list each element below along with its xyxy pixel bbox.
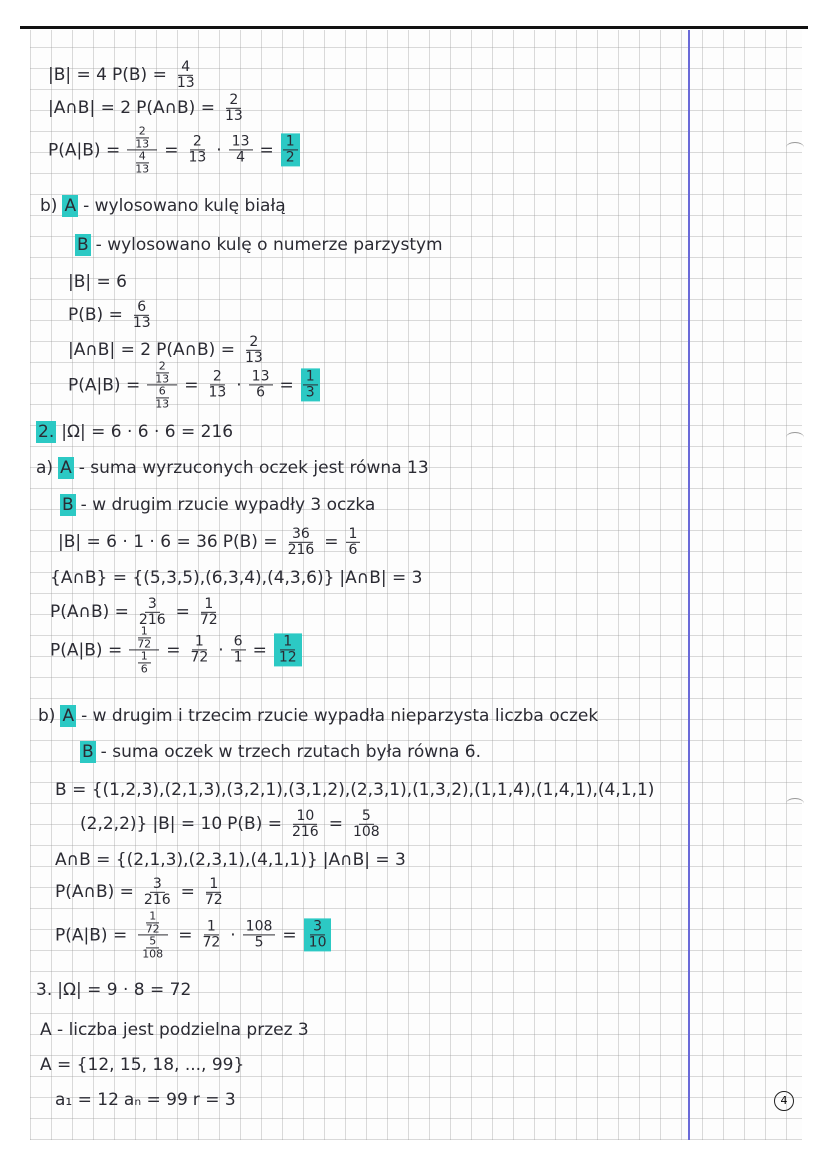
numerator	[129, 625, 159, 650]
punch-hole-mark	[786, 432, 804, 443]
denominator: 1	[233, 649, 243, 666]
denominator: 13	[155, 371, 170, 385]
text-segment: 3.	[36, 980, 53, 1000]
fraction	[222, 93, 246, 123]
denominator	[127, 151, 157, 175]
numerator: 108	[243, 920, 276, 936]
fraction	[185, 135, 209, 165]
fraction	[289, 809, 322, 839]
numerator: 2	[156, 360, 169, 373]
numerator: 4	[178, 60, 193, 76]
text-segment: |A∩B| = 3	[339, 568, 423, 588]
text-segment: A - liczba jest podzielna przez 3	[40, 1020, 309, 1040]
denominator: 10	[308, 934, 327, 951]
fraction	[231, 635, 246, 665]
denominator: 72	[145, 921, 160, 935]
text-segment: b)	[38, 706, 56, 726]
fraction	[138, 651, 151, 675]
text-segment: |Ω| = 9 · 8 = 72	[57, 980, 192, 1000]
text-segment: A∩B = {(2,1,3),(2,3,1),(4,1,1)}	[55, 850, 318, 870]
compound-fraction	[147, 360, 177, 409]
highlighted-label: 2.	[38, 422, 55, 442]
numerator: 2	[190, 135, 205, 151]
fraction	[199, 920, 223, 950]
text-segment: =	[164, 140, 179, 160]
numerator	[147, 360, 177, 385]
denominator	[147, 386, 177, 410]
numerator: 2	[136, 125, 149, 138]
numerator: 13	[229, 135, 253, 151]
text-segment: =	[252, 640, 267, 660]
denominator: 72	[202, 934, 221, 951]
numerator: 1	[280, 635, 295, 651]
text-segment: P(A∩B) =	[50, 602, 129, 622]
text-segment: P(B) =	[222, 532, 278, 552]
text-segment: P(A|B) =	[55, 925, 128, 945]
text-segment: - suma wyrzuconych oczek jest równa 13	[78, 458, 429, 478]
fraction	[136, 597, 169, 627]
denominator: 216	[138, 611, 166, 628]
denominator: 2	[285, 149, 295, 166]
text-segment: P(B) =	[227, 814, 282, 834]
denominator: 13	[155, 397, 170, 411]
note-line	[40, 1055, 244, 1075]
text-segment: ·	[230, 925, 236, 945]
note-line	[38, 705, 598, 727]
text-segment: =	[282, 925, 297, 945]
text-segment: =	[180, 882, 195, 902]
numerator: 3	[310, 920, 325, 936]
note-line	[40, 195, 286, 217]
punch-hole-mark	[786, 798, 804, 809]
fraction	[187, 635, 211, 665]
denominator: 5	[254, 934, 264, 951]
denominator: 13	[132, 314, 151, 331]
numerator: 6	[134, 300, 149, 316]
note-line	[36, 980, 191, 1000]
highlighted-label: B	[82, 742, 94, 762]
numerator: 5	[146, 936, 159, 949]
punch-hole-mark	[786, 142, 804, 153]
note-line	[48, 125, 302, 174]
numerator: 1	[138, 651, 151, 664]
denominator: 13	[244, 349, 263, 366]
margin-line	[688, 30, 690, 1140]
numerator: 1	[138, 625, 151, 638]
note-line	[55, 1090, 236, 1110]
text-segment: (2,2,2)}	[80, 814, 148, 834]
denominator: 6	[348, 541, 358, 558]
text-segment: |Ω| = 6 · 6 · 6 = 216	[61, 422, 234, 442]
text-segment: |A∩B| = 2	[68, 340, 152, 360]
numerator: 2	[210, 370, 225, 386]
text-segment: =	[184, 375, 199, 395]
text-segment: b)	[40, 196, 58, 216]
numerator: 10	[293, 809, 317, 825]
fraction	[350, 809, 383, 839]
highlighted-answer	[304, 919, 332, 951]
compound-fraction	[127, 125, 157, 174]
text-segment: ·	[218, 640, 224, 660]
note-line	[50, 625, 304, 674]
compound-fraction	[129, 625, 159, 674]
highlighted-answer	[274, 634, 302, 666]
text-segment: P(A∩B) =	[156, 340, 235, 360]
numerator: 1	[204, 920, 219, 936]
numerator: 1	[206, 877, 221, 893]
denominator: 4	[236, 149, 246, 166]
text-segment: r = 3	[192, 1090, 236, 1110]
denominator: 72	[137, 636, 152, 650]
note-line	[55, 910, 333, 959]
text-segment: |A∩B| = 3	[322, 850, 406, 870]
text-segment: |A∩B| = 2	[48, 98, 132, 118]
text-segment: - wylosowano kulę białą	[83, 196, 286, 216]
text-segment: P(A∩B) =	[55, 882, 134, 902]
text-segment: {A∩B} = {(5,3,5),(6,3,4),(4,3,6)}	[50, 568, 335, 588]
text-segment: =	[279, 375, 294, 395]
numerator: 1	[192, 635, 207, 651]
text-segment: =	[175, 602, 190, 622]
denominator: 13	[208, 384, 227, 401]
numerator: 4	[136, 151, 149, 164]
text-segment: - w drugim rzucie wypadły 3 oczka	[80, 495, 376, 515]
numerator: 3	[150, 877, 165, 893]
text-segment: B = {(1,2,3),(2,1,3),(3,2,1),(3,1,2),(2,3,1),(1,3,2),(1,1,4),(1,4,1),(4,1,1)	[55, 780, 655, 800]
text-segment: =	[324, 532, 339, 552]
text-segment: A = {12, 15, 18, ..., 99}	[40, 1055, 245, 1075]
denominator: 13	[188, 149, 207, 166]
note-line	[40, 1020, 309, 1040]
numerator: 1	[346, 527, 361, 543]
note-line	[55, 780, 654, 800]
text-segment: ·	[236, 375, 242, 395]
text-segment: a)	[36, 458, 54, 478]
denominator: 6	[256, 384, 266, 401]
numerator: 6	[231, 635, 246, 651]
numerator: 13	[249, 370, 273, 386]
text-segment: P(B) =	[68, 305, 123, 325]
highlighted-label: A	[64, 196, 77, 216]
note-line	[50, 568, 422, 588]
note-line	[68, 300, 156, 330]
numerator: 6	[156, 386, 169, 399]
fraction	[285, 527, 318, 557]
text-segment: aₙ = 99	[123, 1090, 188, 1110]
text-segment: |B| = 4	[48, 65, 107, 85]
fraction	[243, 920, 276, 950]
denominator: 72	[204, 891, 223, 908]
fraction	[141, 877, 174, 907]
numerator: 3	[145, 597, 160, 613]
note-line	[48, 60, 200, 90]
text-segment: - wylosowano kulę o numerze parzystym	[95, 235, 443, 255]
text-segment: - w drugim i trzecim rzucie wypadła nieparzysta liczba oczek	[81, 706, 599, 726]
text-segment: =	[166, 640, 181, 660]
page-top-edge	[20, 26, 808, 29]
note-line	[80, 809, 385, 839]
numerator: 1	[201, 597, 216, 613]
note-line	[75, 234, 443, 256]
denominator: 13	[176, 74, 195, 91]
fraction	[346, 527, 361, 557]
denominator	[133, 651, 156, 675]
fraction	[143, 910, 163, 934]
highlighted-answer	[281, 134, 300, 166]
denominator	[134, 936, 171, 960]
text-segment: P(A∩B) =	[136, 98, 215, 118]
note-line	[55, 850, 406, 870]
note-line	[80, 741, 481, 763]
denominator: 13	[135, 162, 150, 176]
text-segment: =	[178, 925, 193, 945]
denominator: 13	[224, 107, 243, 124]
fraction	[202, 877, 226, 907]
numerator: 5	[359, 809, 374, 825]
text-segment: - suma oczek w trzech rzutach była równa 6.	[100, 742, 482, 762]
denominator: 108	[142, 947, 164, 961]
numerator: 1	[283, 135, 298, 151]
denominator: 108	[352, 823, 380, 840]
text-segment: |B| = 6 · 1 · 6 = 36	[58, 532, 218, 552]
fraction	[130, 300, 154, 330]
note-line	[48, 93, 248, 123]
denominator: 216	[287, 541, 315, 558]
text-segment: P(B) =	[112, 65, 167, 85]
fraction	[197, 597, 221, 627]
highlighted-label: A	[62, 706, 75, 726]
text-segment: |B| = 6	[68, 272, 127, 292]
denominator: 72	[199, 611, 218, 628]
highlighted-answer	[301, 369, 320, 401]
highlighted-label: B	[77, 235, 89, 255]
fraction	[152, 360, 172, 384]
highlighted-label: A	[60, 458, 72, 478]
denominator: 72	[190, 649, 209, 666]
denominator: 13	[135, 136, 150, 150]
denominator: 216	[291, 823, 319, 840]
fraction	[174, 60, 198, 90]
fraction	[152, 386, 172, 410]
note-line	[68, 360, 322, 409]
fraction	[249, 370, 273, 400]
fraction	[132, 151, 152, 175]
denominator: 12	[278, 649, 297, 666]
highlighted-label: B	[62, 495, 74, 515]
numerator	[127, 125, 157, 150]
text-segment: P(A|B) =	[48, 140, 121, 160]
note-line	[58, 527, 362, 557]
text-segment: P(A|B) =	[68, 375, 141, 395]
note-line	[50, 597, 223, 627]
fraction	[229, 135, 253, 165]
note-line	[68, 272, 127, 292]
text-segment: a₁ = 12	[55, 1090, 119, 1110]
note-line	[36, 457, 429, 479]
note-line	[36, 421, 233, 443]
denominator: 216	[143, 891, 171, 908]
numerator: 1	[303, 370, 318, 386]
note-line	[60, 494, 375, 516]
fraction	[205, 370, 229, 400]
note-line	[55, 877, 228, 907]
fraction	[139, 936, 166, 960]
numerator: 36	[289, 527, 313, 543]
numerator: 2	[226, 93, 241, 109]
compound-fraction	[134, 910, 171, 959]
fraction	[132, 125, 152, 149]
text-segment: P(A|B) =	[50, 640, 123, 660]
text-segment: =	[328, 814, 343, 834]
numerator: 1	[146, 910, 159, 923]
text-segment: ·	[216, 140, 222, 160]
numerator	[138, 910, 168, 935]
numerator: 2	[246, 335, 261, 351]
page-number: 4	[774, 1091, 794, 1111]
fraction	[134, 625, 154, 649]
text-segment: |B| = 10	[152, 814, 223, 834]
text-segment: =	[259, 140, 274, 160]
denominator: 3	[305, 384, 315, 401]
denominator: 6	[140, 662, 148, 676]
